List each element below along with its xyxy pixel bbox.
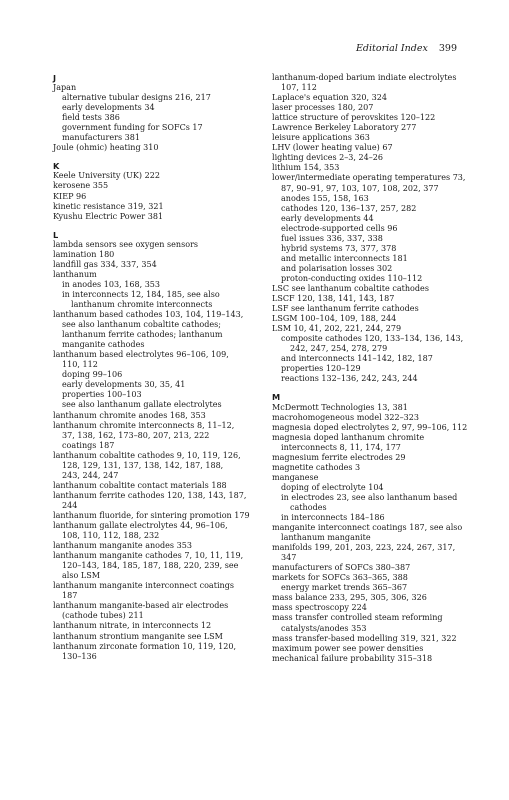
index-entry: leisure applications 363: [272, 133, 370, 143]
index-entry: mass transfer controlled steam reforming: [272, 613, 443, 623]
index-subentry: government funding for SOFCs 17: [62, 123, 203, 133]
index-subentry: proton-conducting oxides 110–112: [281, 273, 423, 283]
index-entry: lanthanum ferrite cathodes 120, 138, 143, 187,: [53, 490, 247, 500]
index-entry: mechanical failure probability 315–318: [272, 653, 433, 663]
index-subentry: energy market trends 365–367: [281, 583, 408, 593]
index-column-right: [272, 73, 482, 664]
index-entry: maximum power see power densities: [272, 643, 424, 653]
index-entry: lanthanum nitrate, in interconnects 12: [53, 621, 212, 631]
index-subentry: cathodes 120, 136–137, 257, 282: [281, 203, 417, 213]
index-subentry: manganite cathodes: [62, 340, 145, 350]
index-subentry: cathodes: [290, 502, 327, 512]
index-subentry: electrode-supported cells 96: [281, 223, 398, 233]
index-entry: kinetic resistance 319, 321: [53, 201, 164, 211]
index-entry: LSM 10, 41, 202, 221, 244, 279: [272, 324, 402, 334]
index-subentry: 107, 112: [281, 83, 317, 93]
index-subentry: field tests 386: [62, 113, 120, 123]
index-subentry: in interconnects 184–186: [281, 513, 385, 523]
index-subentry: hybrid systems 73, 377, 378: [281, 243, 397, 253]
index-subentry: and interconnects 141–142, 182, 187: [281, 354, 433, 364]
index-subentry: 242, 247, 254, 278, 279: [290, 344, 388, 354]
index-subentry: 37, 138, 162, 173–80, 207, 213, 222: [62, 430, 210, 440]
index-entry: magnetite cathodes 3: [272, 462, 361, 472]
index-entry: magnesia doped lanthanum chromite: [272, 432, 425, 442]
index-entry: lanthanum cobaltite contact materials 188: [53, 480, 227, 490]
index-subentry: composite cathodes 120, 133–134, 136, 143,: [281, 334, 464, 344]
index-subentry: 128, 129, 131, 137, 138, 142, 187, 188,: [62, 460, 224, 470]
index-entry: LSCF 120, 138, 141, 143, 187: [272, 294, 395, 304]
index-entry: Japan: [53, 83, 77, 93]
index-subentry: coatings 187: [62, 440, 115, 450]
header-label: Editorial Index: [356, 43, 428, 54]
index-subentry: 243, 244, 247: [62, 470, 119, 480]
index-entry: lower/intermediate operating temperatures 73,: [272, 173, 466, 183]
index-entry: lambda sensors see oxygen sensors: [53, 239, 199, 249]
index-section-letter: J: [53, 73, 57, 83]
index-entry: manufacturers of SOFCs 380–387: [272, 563, 411, 573]
index-subentry: in interconnects 12, 184, 185, see also: [62, 289, 220, 299]
index-entry: mass spectroscopy 224: [272, 603, 367, 613]
index-entry: lanthanum cobaltite cathodes 9, 10, 119, 126,: [53, 450, 241, 460]
index-subentry: see also lanthanum gallate electrolytes: [62, 400, 222, 410]
index-subentry: 87, 90–91, 97, 103, 107, 108, 202, 377: [281, 183, 439, 193]
index-subentry: 130–136: [62, 651, 97, 661]
index-entry: lanthanum manganite cathodes 7, 10, 11, 119,: [53, 551, 244, 561]
index-subentry: lanthanum chromite interconnects: [71, 299, 213, 309]
index-entry: Keele University (UK) 222: [53, 171, 160, 181]
index-section-letter: L: [53, 229, 59, 240]
index-subentry: 120–143, 184, 185, 187, 188, 220, 239, see: [62, 561, 239, 571]
index-subentry: properties 100–103: [62, 390, 142, 400]
index-subentry: lanthanum ferrite cathodes; lanthanum: [62, 330, 223, 340]
index-subentry: doping 99–106: [62, 370, 123, 380]
index-subentry: 110, 112: [62, 360, 98, 370]
index-subentry: fuel issues 336, 337, 338: [281, 233, 383, 243]
index-entry: mass transfer-based modelling 319, 321, 322: [272, 633, 457, 643]
index-subentry: and metallic interconnects 181: [281, 253, 408, 263]
index-entry: LHV (lower heating value) 67: [272, 143, 393, 153]
index-entry: Joule (ohmic) heating 310: [53, 143, 159, 153]
index-entry: lanthanum based electrolytes 96–106, 109,: [53, 350, 229, 360]
running-header: [356, 43, 457, 54]
index-subentry: doping of electrolyte 104: [281, 482, 384, 492]
index-entry: lanthanum-doped barium indiate electrolytes: [272, 73, 457, 82]
index-entry: manifolds 199, 201, 203, 223, 224, 267, 317,: [272, 543, 456, 553]
index-entry: manganese: [272, 472, 319, 482]
index-subentry: alternative tubular designs 216, 217: [62, 93, 211, 103]
index-entry: landfill gas 334, 337, 354: [53, 259, 157, 269]
index-entry: Kyushu Electric Power 381: [53, 211, 164, 221]
index-subentry: early developments 44: [281, 213, 374, 223]
index-entry: lanthanum manganite anodes 353: [53, 541, 192, 551]
index-entry: lighting devices 2–3, 24–26: [272, 153, 384, 163]
index-entry: lanthanum fluoride, for sintering promotion 179: [53, 510, 250, 520]
index-subentry: properties 120–129: [281, 364, 361, 374]
index-entry: LSF see lanthanum ferrite cathodes: [272, 304, 419, 314]
index-subentry: 108, 110, 112, 188, 232: [62, 531, 160, 541]
page-number: 399: [438, 43, 457, 54]
index-entry: lanthanum manganite-based air electrodes: [53, 601, 229, 611]
index-entry: mass balance 233, 295, 305, 306, 326: [272, 593, 427, 603]
index-subentry: reactions 132–136, 242, 243, 244: [281, 374, 418, 384]
index-subentry: lanthanum manganite: [281, 533, 371, 543]
index-entry: lanthanum chromite anodes 168, 353: [53, 410, 206, 420]
index-entry: lattice structure of perovskites 120–122: [272, 113, 436, 123]
index-entry: lanthanum based cathodes 103, 104, 119–143,: [53, 310, 244, 320]
index-section-letter: K: [53, 161, 60, 172]
index-column-left: [53, 73, 260, 662]
index-subentry: catalysts/anodes 353: [281, 623, 367, 633]
index-subentry: anodes 155, 158, 163: [281, 193, 369, 203]
index-entry: Laplace's equation 320, 324: [272, 93, 387, 103]
index-subentry: 347: [281, 553, 297, 563]
index-entry: lanthanum zirconate formation 10, 119, 120,: [53, 641, 237, 651]
index-subentry: manufacturers 381: [62, 133, 140, 143]
index-subentry: 187: [62, 591, 78, 601]
index-entry: macrohomogeneous model 322–323: [272, 412, 419, 422]
index-entry: LSC see lanthanum cobaltite cathodes: [272, 283, 429, 293]
index-subentry: (cathode tubes) 211: [62, 611, 144, 621]
index-subentry: in electrodes 23, see also lanthanum based: [281, 492, 458, 502]
index-entry: lanthanum gallate electrolytes 44, 96–106,: [53, 521, 228, 531]
index-entry: lanthanum strontium manganite see LSM: [53, 631, 223, 641]
index-entry: lithium 154, 353: [272, 163, 340, 173]
index-subentry: also LSM: [62, 571, 100, 581]
index-subentry: and polarisation losses 302: [281, 263, 393, 273]
index-entry: Lawrence Berkeley Laboratory 277: [272, 123, 417, 133]
index-entry: KIEP 96: [53, 191, 87, 201]
index-subentry: early developments 34: [62, 103, 155, 113]
index-entry: lanthanum chromite interconnects 8, 11–12,: [53, 420, 235, 430]
index-entry: markets for SOFCs 363–365, 388: [272, 573, 408, 583]
index-subentry: early developments 30, 35, 41: [62, 380, 186, 390]
index-entry: magnesium ferrite electrodes 29: [272, 452, 406, 462]
index-entry: LSGM 100–104, 109, 188, 244: [272, 314, 397, 324]
index-subentry: 244: [62, 500, 78, 510]
index-entry: McDermott Technologies 13, 381: [272, 402, 408, 412]
index-entry: lanthanum: [53, 269, 97, 279]
index-subentry: in anodes 103, 168, 353: [62, 279, 161, 289]
index-entry: kerosene 355: [53, 181, 109, 191]
index-entry: magnesia doped electrolytes 2, 97, 99–106, 112: [272, 422, 468, 432]
index-subentry: see also lanthanum cobaltite cathodes;: [62, 320, 221, 330]
index-entry: lamination 180: [53, 249, 115, 259]
index-section-letter: M: [272, 392, 281, 403]
index-entry: laser processes 180, 207: [272, 103, 374, 113]
index-entry: lanthanum manganite interconnect coatings: [53, 581, 234, 591]
index-entry: manganite interconnect coatings 187, see also: [272, 523, 463, 533]
index-subentry: interconnects 8, 11, 174, 177: [281, 442, 401, 452]
